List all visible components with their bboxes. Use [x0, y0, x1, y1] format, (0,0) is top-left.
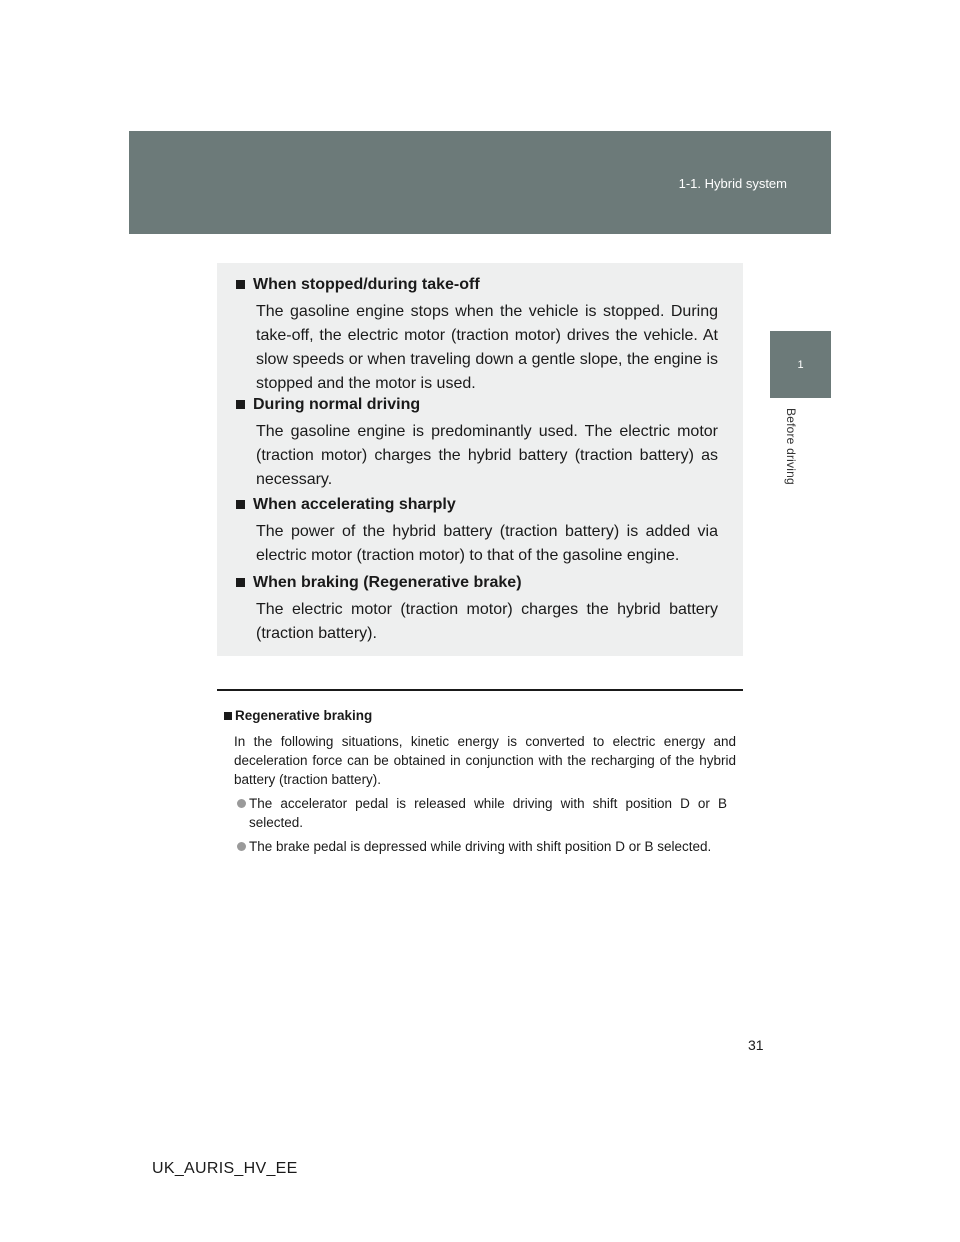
square-bullet-icon — [224, 712, 232, 720]
mode-title: When braking (Regenerative brake) — [253, 574, 522, 591]
circle-bullet-icon — [237, 842, 246, 851]
note-bullet: The accelerator pedal is released while driving with shift position D or B selected. — [249, 796, 727, 830]
chapter-label: Before driving — [784, 408, 798, 485]
circle-bullet-icon — [237, 799, 246, 808]
section-header-band — [129, 131, 831, 234]
mode-title: When stopped/during take-off — [253, 276, 480, 293]
mode-title: When accelerating sharply — [253, 496, 456, 513]
mode-title: During normal driving — [253, 396, 421, 413]
square-bullet-icon — [236, 500, 245, 509]
note-title: Regenerative braking — [235, 708, 373, 723]
square-bullet-icon — [236, 578, 245, 587]
driving-modes-box — [217, 263, 743, 656]
mode-body: The electric motor (traction motor) charges the hybrid battery (traction battery). — [256, 601, 718, 642]
square-bullet-icon — [236, 400, 245, 409]
divider-rule — [217, 689, 743, 691]
mode-body: The power of the hybrid battery (traction battery) is added via electric motor (traction motor) to that of the gasoline engine. — [256, 523, 718, 564]
section-title: 1-1. Hybrid system — [678, 176, 787, 191]
chapter-tab — [770, 331, 831, 398]
mode-body: The gasoline engine is predominantly used. The electric motor (traction motor) charges the hybrid battery (traction battery) as necessary. — [256, 423, 718, 488]
note-intro: In the following situations, kinetic energy is converted to electric energy and deceleration force can be obtained in conjunction with the recharging of the hybrid battery (traction battery). — [234, 734, 736, 787]
note-bullet: The brake pedal is depressed while driving with shift position D or B selected. — [249, 839, 712, 854]
square-bullet-icon — [236, 280, 245, 289]
mode-body: The gasoline engine stops when the vehicle is stopped. During take-off, the electric motor (traction motor) drives the vehicle. At slow speeds or when traveling down a gentle slope, the engine is stopped and the motor is used. — [256, 303, 718, 392]
document-code: UK_AURIS_HV_EE — [152, 1160, 298, 1177]
page-number: 31 — [748, 1037, 764, 1053]
chapter-number: 1 — [797, 359, 804, 371]
